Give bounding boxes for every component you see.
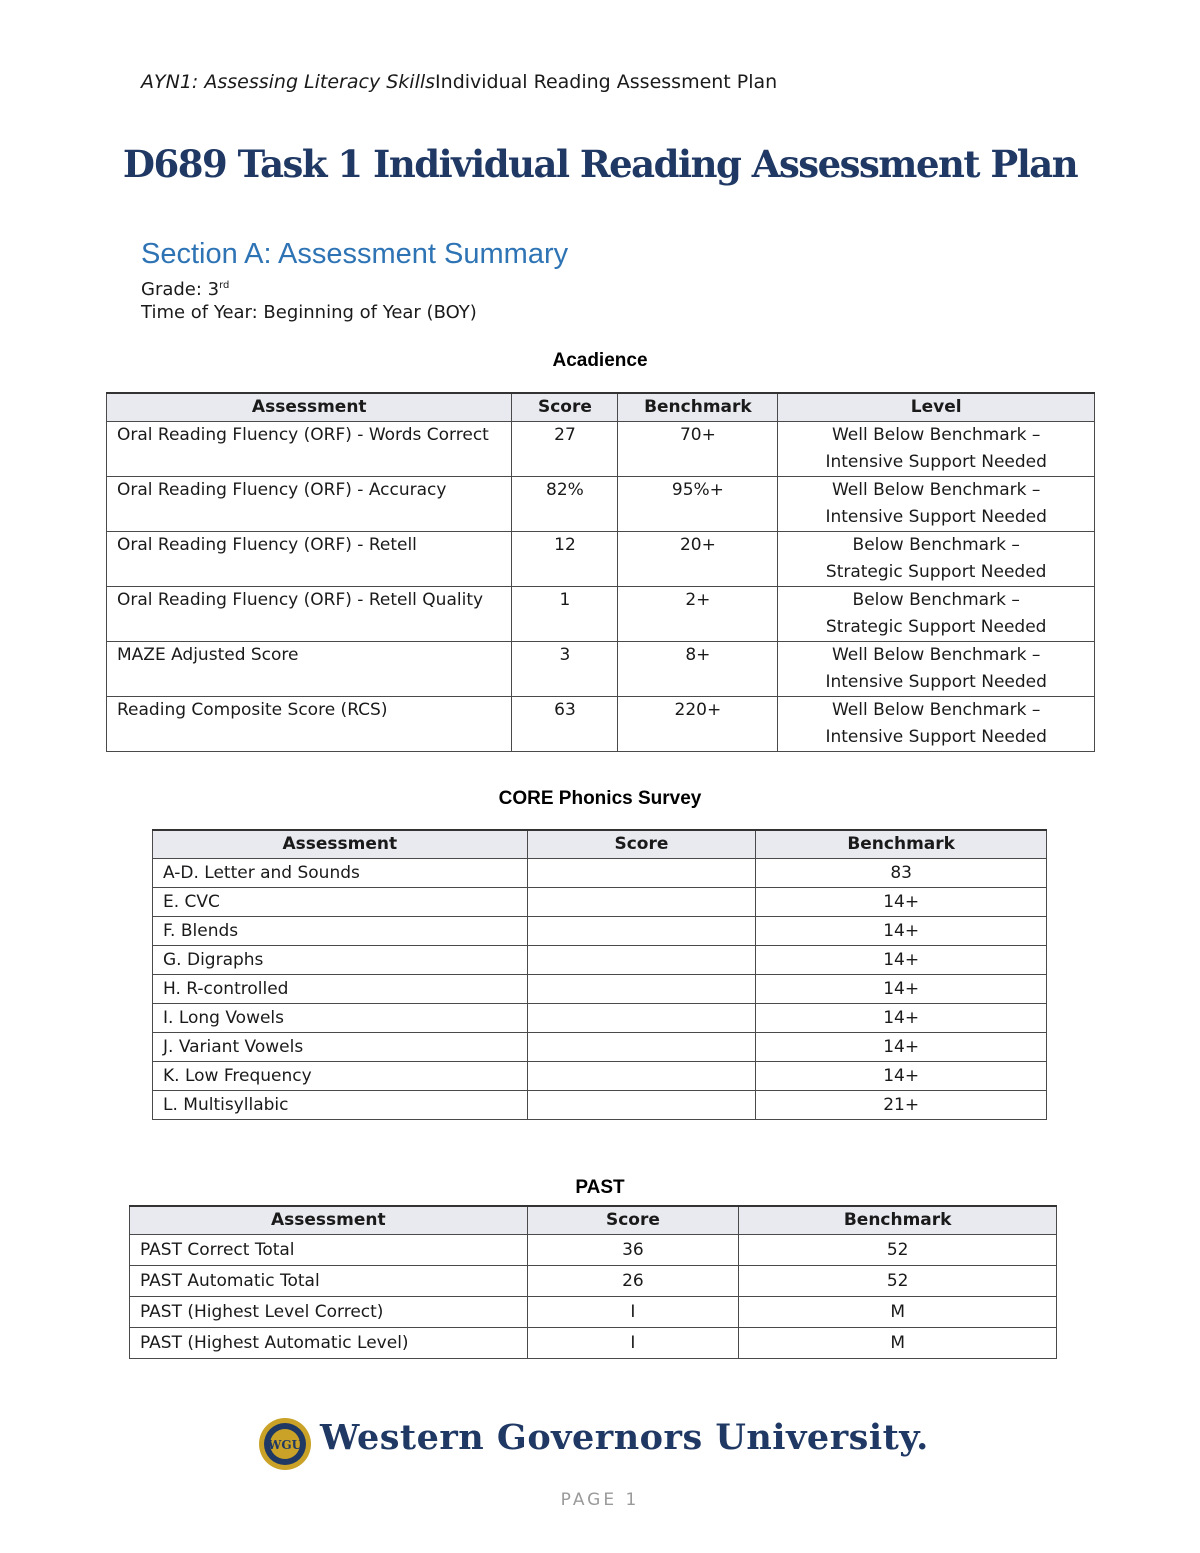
document-title: D689 Task 1 Individual Reading Assessment Plan [122,142,1078,186]
page-number: PAGE 1 [560,1490,640,1510]
grade-label: Grade: 3 [141,279,220,300]
assessment-cell: PAST (Highest Automatic Level) [130,1328,528,1359]
benchmark-cell: 14+ [756,946,1047,975]
assessment-cell: G. Digraphs [153,946,528,975]
level-support: Strategic Support Needed [825,617,1047,637]
table-row [153,1033,1047,1062]
table-row [153,975,1047,1004]
course-name: AYN1: Assessing Literacy Skills [141,71,436,93]
past-caption: PAST [575,1177,625,1198]
level-cell [778,532,1095,587]
score-cell [527,975,756,1004]
benchmark-cell: 83 [756,859,1047,888]
col-header-benchmark: Benchmark [739,1206,1057,1235]
score-cell: 27 [512,422,618,477]
score-cell: I [527,1297,739,1328]
benchmark-cell: 2+ [618,587,778,642]
assessment-cell: K. Low Frequency [153,1062,528,1091]
level-support: Intensive Support Needed [825,452,1047,472]
benchmark-cell: 220+ [618,697,778,752]
table-row [153,1062,1047,1091]
table-row [153,1091,1047,1120]
score-cell [527,917,756,946]
wgu-logo [258,1415,929,1473]
table-row [107,642,1095,697]
benchmark-cell: 14+ [756,1004,1047,1033]
score-cell [527,1033,756,1062]
assessment-cell: PAST Correct Total [130,1235,528,1266]
header-doc-name: Individual Reading Assessment Plan [435,71,778,93]
assessment-cell: Oral Reading Fluency (ORF) - Words Correct [107,422,512,477]
level-support: Intensive Support Needed [825,507,1047,527]
score-cell [527,888,756,917]
benchmark-cell: 52 [739,1235,1057,1266]
level-cell [778,642,1095,697]
level-cell [778,422,1095,477]
table-row [130,1266,1057,1297]
benchmark-cell: 14+ [756,1062,1047,1091]
running-header [141,71,777,93]
table-header-row [153,830,1047,859]
col-header-score: Score [527,1206,739,1235]
benchmark-cell: 8+ [618,642,778,697]
table-row [107,697,1095,752]
table-row [130,1297,1057,1328]
col-header-benchmark: Benchmark [618,393,778,422]
grade-suffix: rd [219,280,230,291]
level-cell [778,587,1095,642]
assessment-cell: Oral Reading Fluency (ORF) - Retell [107,532,512,587]
table-row [153,1004,1047,1033]
col-header-score: Score [527,830,756,859]
score-cell: 3 [512,642,618,697]
table-row [107,587,1095,642]
section-a-heading: Section A: Assessment Summary [141,238,569,270]
table-header-row [130,1206,1057,1235]
col-header-assessment: Assessment [130,1206,528,1235]
benchmark-cell: 20+ [618,532,778,587]
score-cell: 82% [512,477,618,532]
table-row [153,946,1047,975]
table-row [130,1328,1057,1359]
level-status: Below Benchmark – [852,590,1020,610]
level-status: Well Below Benchmark – [831,480,1041,500]
table-header-row [107,393,1095,422]
score-cell: I [527,1328,739,1359]
assessment-cell: J. Variant Vowels [153,1033,528,1062]
time-of-year: Time of Year: Beginning of Year (BOY) [141,302,477,323]
score-cell [527,1091,756,1120]
assessment-cell: E. CVC [153,888,528,917]
table-row [153,859,1047,888]
col-header-assessment: Assessment [107,393,512,422]
table-row [153,888,1047,917]
university-seal-icon [258,1417,312,1471]
benchmark-cell: 21+ [756,1091,1047,1120]
assessment-cell: Oral Reading Fluency (ORF) - Accuracy [107,477,512,532]
table-row [130,1235,1057,1266]
assessment-cell: A-D. Letter and Sounds [153,859,528,888]
score-cell [527,859,756,888]
score-cell [527,1004,756,1033]
score-cell: 26 [527,1266,739,1297]
benchmark-cell: M [739,1297,1057,1328]
assessment-cell: H. R-controlled [153,975,528,1004]
score-cell: 12 [512,532,618,587]
benchmark-cell: 95%+ [618,477,778,532]
assessment-cell: MAZE Adjusted Score [107,642,512,697]
level-support: Intensive Support Needed [825,727,1047,747]
benchmark-cell: 14+ [756,888,1047,917]
assessment-cell: Oral Reading Fluency (ORF) - Retell Quality [107,587,512,642]
past-table [129,1205,1057,1359]
assessment-cell: F. Blends [153,917,528,946]
level-cell [778,697,1095,752]
grade-line [141,279,229,300]
level-cell [778,477,1095,532]
benchmark-cell: 14+ [756,975,1047,1004]
table-row [107,422,1095,477]
seal-text: WGU [267,1438,303,1452]
score-cell: 36 [527,1235,739,1266]
score-cell: 63 [512,697,618,752]
score-cell [527,946,756,975]
benchmark-cell: 52 [739,1266,1057,1297]
level-support: Strategic Support Needed [825,562,1047,582]
core-caption: CORE Phonics Survey [498,788,702,809]
level-status: Well Below Benchmark – [831,645,1041,665]
assessment-cell: PAST Automatic Total [130,1266,528,1297]
table-row [107,532,1095,587]
acadience-table [106,392,1095,752]
col-header-level: Level [778,393,1095,422]
assessment-cell: Reading Composite Score (RCS) [107,697,512,752]
assessment-cell: PAST (Highest Level Correct) [130,1297,528,1328]
benchmark-cell: 70+ [618,422,778,477]
assessment-cell: L. Multisyllabic [153,1091,528,1120]
acadience-caption: Acadience [552,350,648,371]
score-cell [527,1062,756,1091]
level-support: Intensive Support Needed [825,672,1047,692]
benchmark-cell: 14+ [756,1033,1047,1062]
level-status: Well Below Benchmark – [831,425,1041,445]
col-header-assessment: Assessment [153,830,528,859]
level-status: Well Below Benchmark – [831,700,1041,720]
benchmark-cell: M [739,1328,1057,1359]
university-name: Western Governors University. [320,1417,929,1458]
score-cell: 1 [512,587,618,642]
assessment-cell: I. Long Vowels [153,1004,528,1033]
core-phonics-table [152,829,1047,1120]
level-status: Below Benchmark – [852,535,1020,555]
col-header-score: Score [512,393,618,422]
table-row [107,477,1095,532]
table-row [153,917,1047,946]
col-header-benchmark: Benchmark [756,830,1047,859]
benchmark-cell: 14+ [756,917,1047,946]
